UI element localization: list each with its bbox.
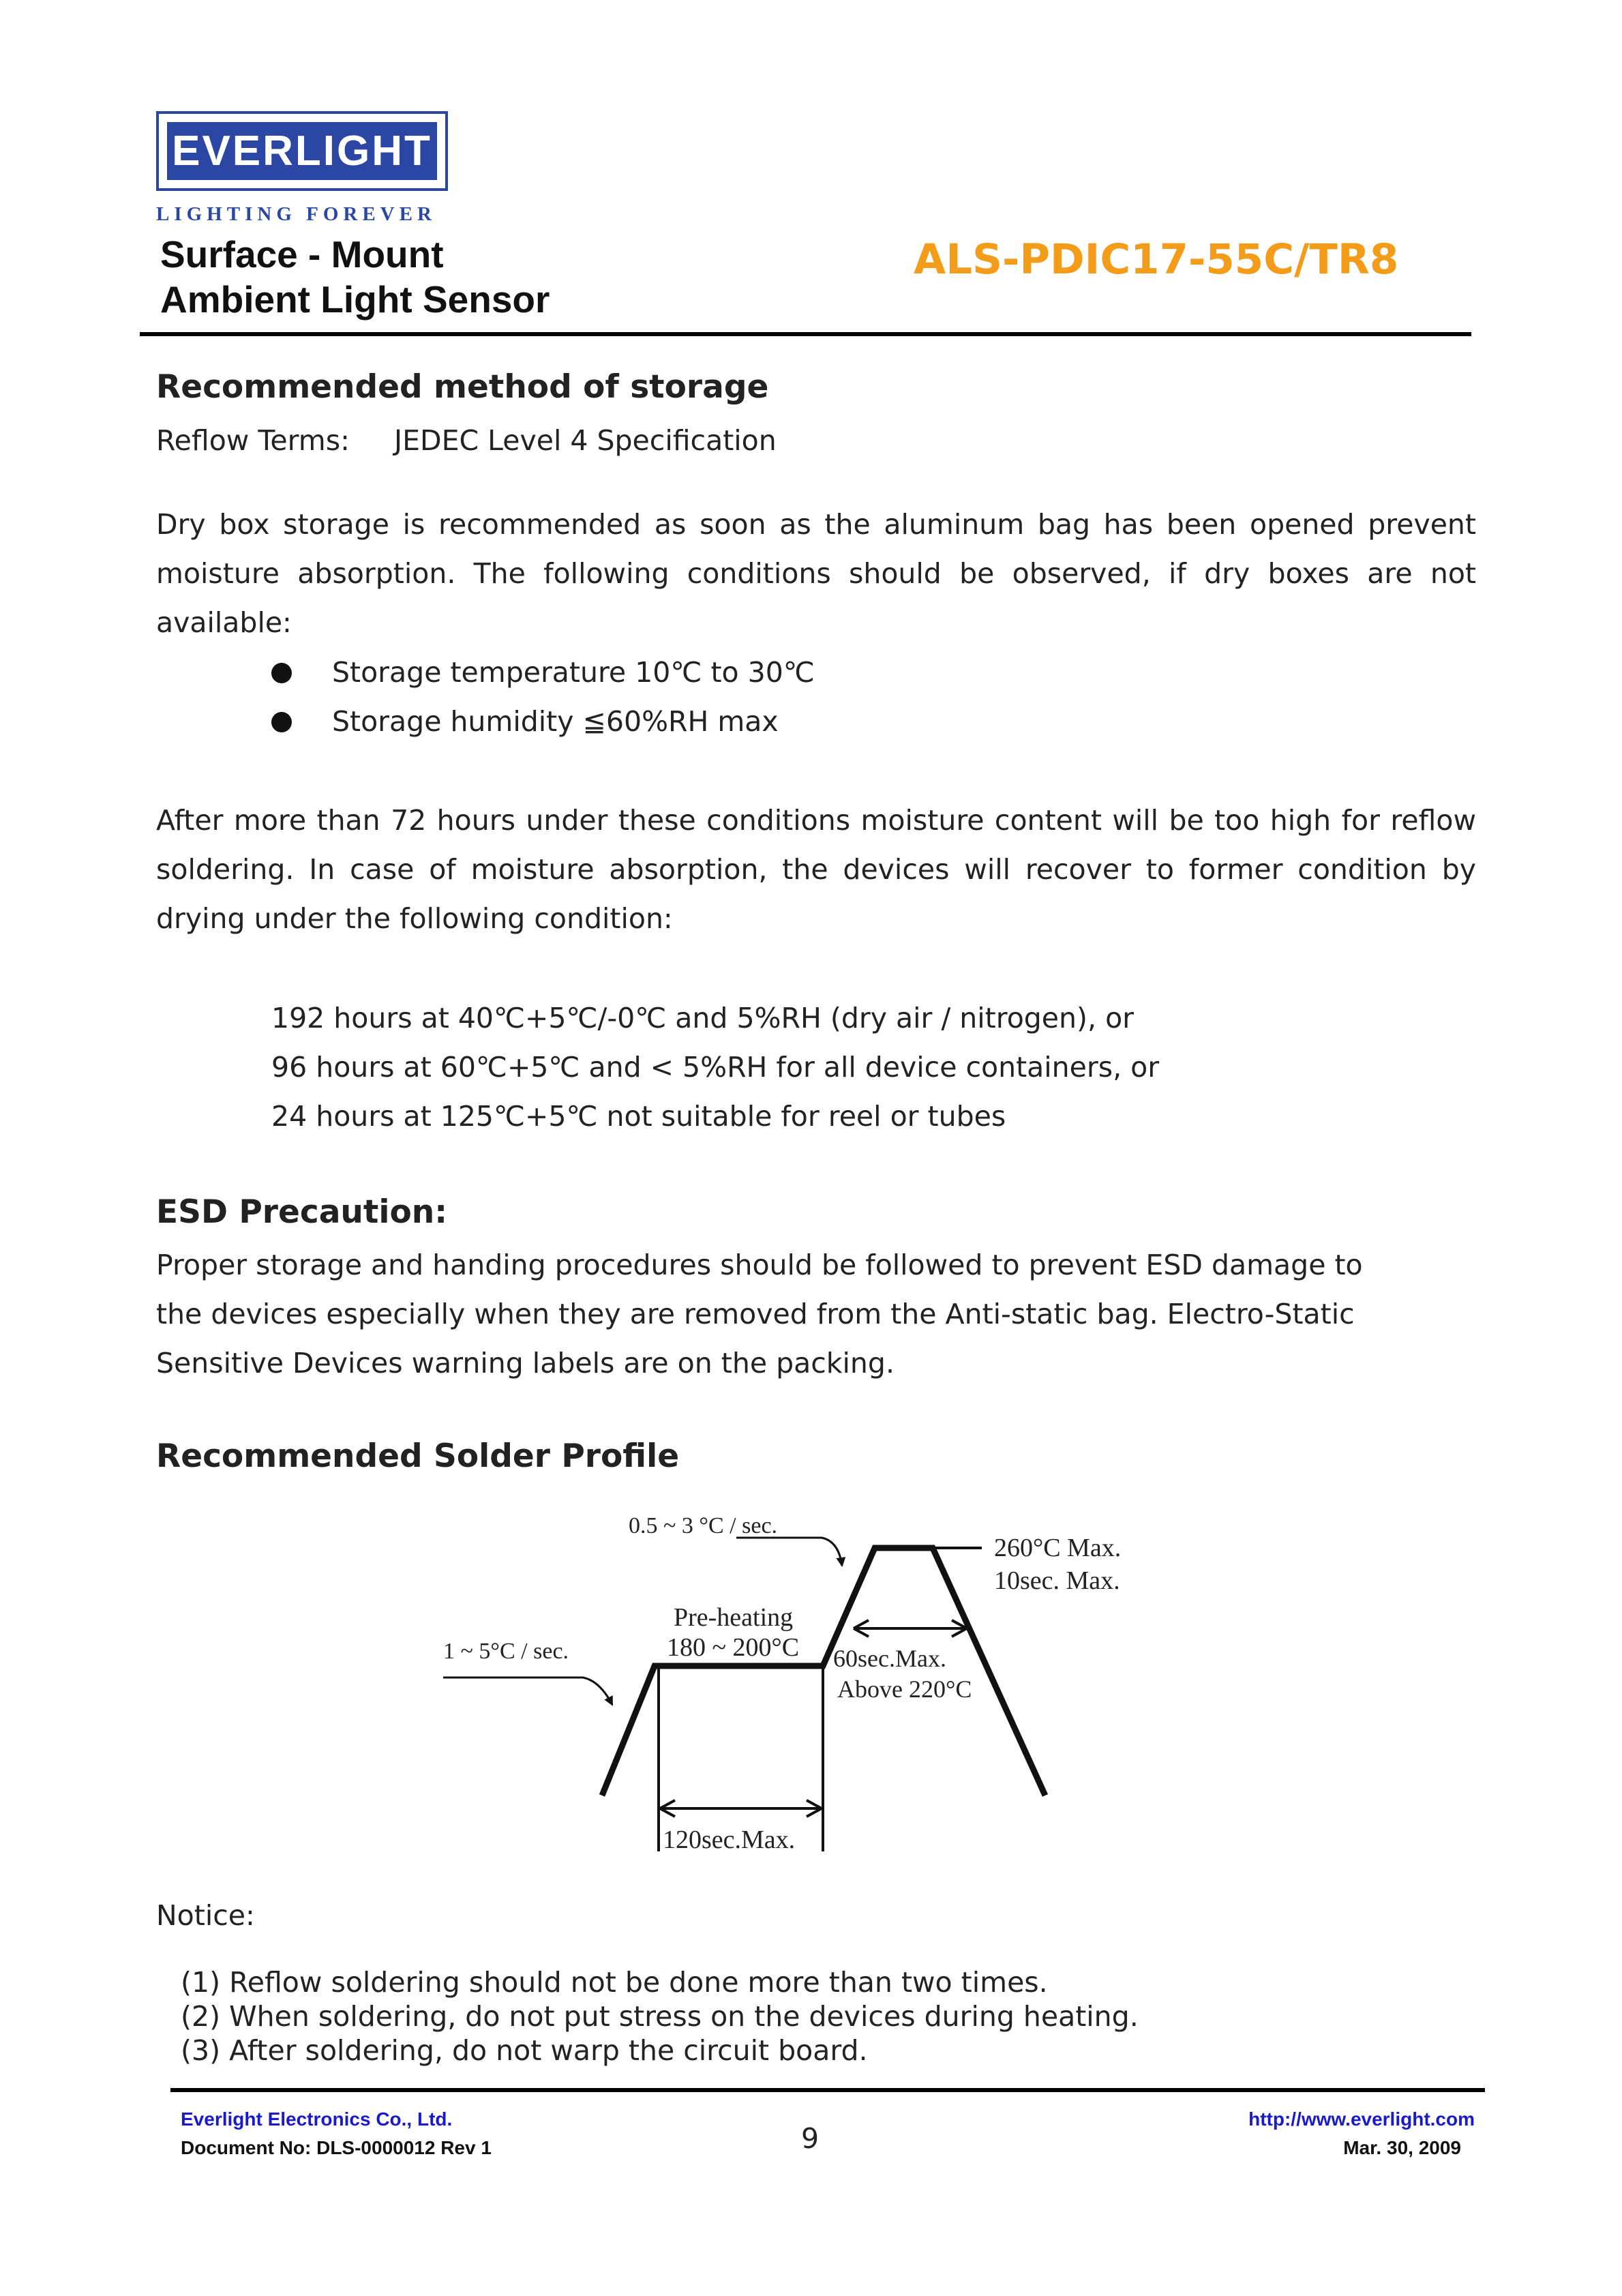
reflow-terms-value: JEDEC Level 4 Specification [394,424,777,457]
solder-profile-heading: Recommended Solder Profile [156,1437,680,1475]
above-220-temp-label: Above 220°C [837,1675,972,1703]
header-rule [140,332,1471,336]
ramp-left-arrow [443,1678,612,1705]
reflow-terms-label: Reflow Terms: [156,424,350,457]
notice-item-1: (1) Reflow soldering should not be done more than two times. [181,1966,1048,1999]
notice-heading: Notice: [156,1899,255,1932]
footer-website-link[interactable]: http://www.everlight.com [1248,2108,1475,2130]
storage-paragraph-2: After more than 72 hours under these conditions moisture content will be too high for reflow soldering. In case of moisture absorption, the devices will recover to former condition by drying under the following condition: [156,804,1476,935]
product-type-line1: Surface - Mount [160,233,444,275]
footer-company: Everlight Electronics Co., Ltd. [181,2108,453,2130]
preheat-label: Pre-heating [674,1603,794,1632]
product-type-line2: Ambient Light Sensor [160,278,550,320]
storage-bullet-2-text: Storage humidity ≦60%RH max [332,705,779,738]
storage-bullet-1 [271,649,292,698]
part-number: ALS-PDIC17-55C/TR8 [914,235,1399,284]
drying-condition-2: 96 hours at 60℃+5℃ and < 5%RH for all device containers, or [271,1051,1160,1084]
storage-paragraph-1: Dry box storage is recommended as soon as the aluminum bag has been opened prevent moisture absorption. The following conditions should be observed, if dry boxes are not available: [156,508,1476,639]
bullet-dot-icon [271,712,292,732]
notice-item-2: (2) When soldering, do not put stress on the devices during heating. [181,2000,1139,2033]
preheat-time-label: 120sec.Max. [663,1825,796,1854]
esd-line-1: Proper storage and handing procedures should be followed to prevent ESD damage to [156,1249,1363,1281]
notice-item-3: (3) After soldering, do not warp the circuit board. [181,2034,868,2067]
bullet-dot-icon [271,663,292,683]
ramp-rate-top-label: 0.5 ~ 3 °C / sec. [629,1513,778,1538]
storage-heading: Recommended method of storage [156,368,769,406]
footer-rule [170,2088,1485,2092]
footer-document-number: Document No: DLS-0000012 Rev 1 [181,2137,492,2158]
storage-bullet-2 [271,698,292,747]
above-220-time-label: 60sec.Max. [833,1645,946,1672]
drying-condition-3: 24 hours at 125℃+5℃ not suitable for reel or tubes [271,1100,1006,1133]
storage-bullet-1-text: Storage temperature 10℃ to 30℃ [332,656,815,689]
drying-condition-1: 192 hours at 40℃+5℃/-0℃ and 5%RH (dry air / nitrogen), or [271,1002,1135,1034]
esd-line-3: Sensitive Devices warning labels are on the packing. [156,1347,895,1380]
peak-temp-label: 260°C Max. [994,1534,1122,1562]
solder-profile-diagram [430,1500,1166,1862]
footer-date: Mar. 30, 2009 [1343,2137,1461,2158]
preheat-range-label: 180 ~ 200°C [667,1633,800,1662]
esd-line-2: the devices especially when they are removed from the Anti-static bag. Electro-Static [156,1298,1355,1330]
ramp-top-arrow [736,1538,842,1566]
company-logo [156,111,448,191]
page-number: 9 [801,2122,820,2155]
ramp-rate-left-label: 1 ~ 5°C / sec. [443,1639,569,1664]
logo-tagline: LIGHTING FOREVER [156,203,436,225]
logo-text: EVERLIGHT [167,122,437,180]
esd-heading: ESD Precaution: [156,1193,447,1231]
peak-time-label: 10sec. Max. [994,1566,1120,1595]
